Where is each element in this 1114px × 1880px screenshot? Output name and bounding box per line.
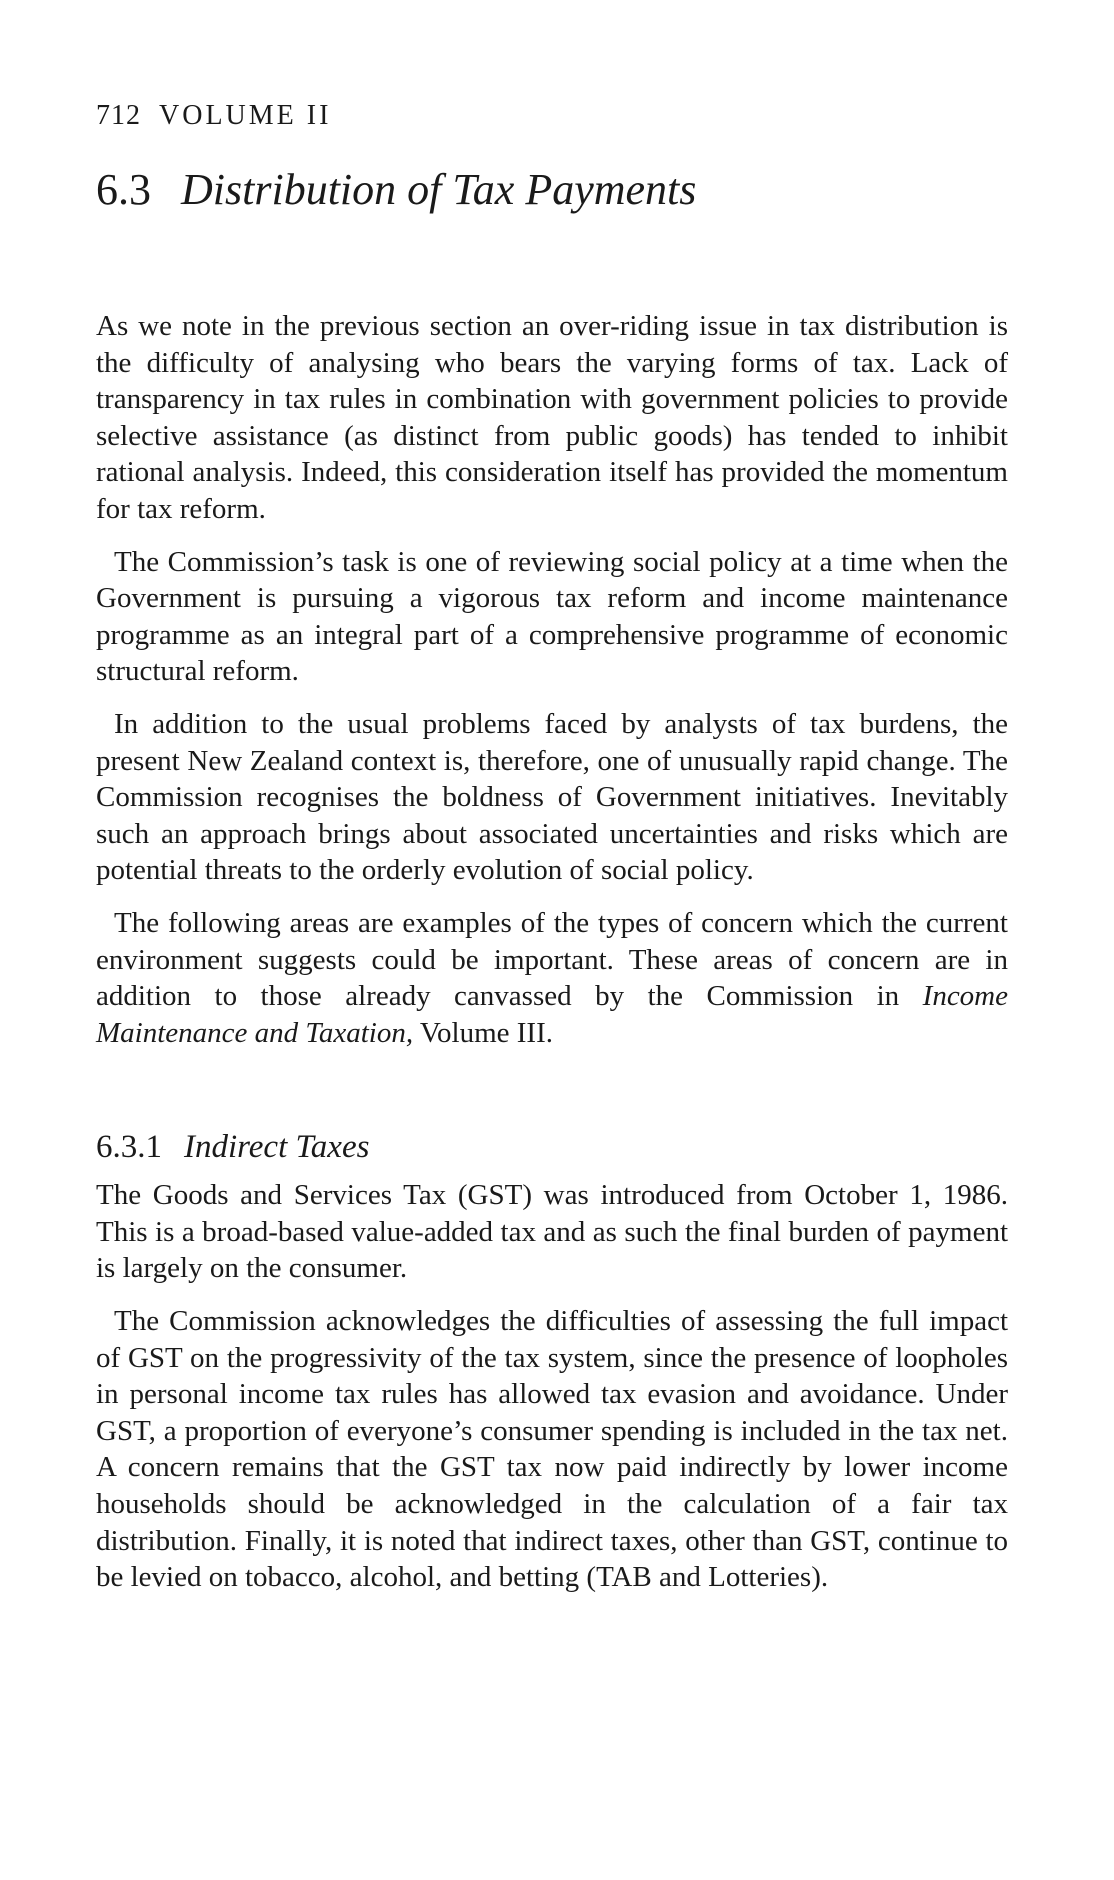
running-head — [96, 96, 1008, 136]
paragraph-text: The following areas are examples of the types of concern which the current environment suggests could be important. These areas of concern are in addition to those already canvassed by the Commission in — [96, 906, 1008, 1013]
section-title: Distribution of Tax Payments — [181, 165, 697, 214]
document-page — [96, 96, 1008, 1596]
paragraph-text-end: Volume III. — [413, 1016, 553, 1049]
subsection-heading — [96, 1125, 1008, 1169]
paragraph: The Goods and Services Tax (GST) was introduced from October 1, 1986. This is a broad-based value-added tax and as such the final burden of payment is largely on the consumer. — [96, 1179, 1008, 1285]
cited-title: Income Maintenance and Taxation, — [96, 980, 1008, 1049]
page-number: 712 — [96, 100, 141, 131]
paragraph: The Commission’s task is one of reviewing social policy at a time when the Government is pursuing a vigorous tax reform and income maintenance programme as an integral part of a comprehensive programme of economic structural reform. — [96, 545, 1008, 688]
paragraph-with-citation — [96, 905, 1008, 1051]
subsection-title: Indirect Taxes — [184, 1129, 370, 1166]
section-heading — [96, 162, 1008, 218]
paragraph: As we note in the previous section an over-riding issue in tax distribution is the difficulty of analysing who bears the varying forms of tax. Lack of transparency in tax rules in combination with government policies to provide selective assistance (as distinct from public goods) has tended to inhibit rational analysis. Indeed, this consideration itself has provided the momentum for tax reform. — [96, 310, 1008, 525]
paragraph: In addition to the usual problems faced by analysts of tax burdens, the present New Zealand context is, therefore, one of unusually rapid change. The Commission recognises the boldness of Government initiatives. Inevitably such an approach brings about associated uncertainties and risks which are potential threats to the orderly evolution of social policy. — [96, 707, 1008, 887]
subsection-number: 6.3.1 — [96, 1129, 162, 1166]
volume-label: VOLUME II — [159, 100, 332, 131]
section-number: 6.3 — [96, 165, 151, 214]
paragraph: The Commission acknowledges the difficulties of assessing the full impact of GST on the progressivity of the tax system, since the presence of loopholes in personal income tax rules has allowed tax evasion and avoidance. Under GST, a proportion of everyone’s consumer spending is included in the tax net. A concern remains that the GST tax now paid indirectly by lower income households should be acknowledged in the calculation of a fair tax distribution. Finally, it is noted that indirect taxes, other than GST, continue to be levied on tobacco, alcohol, and betting (TAB and Lotteries). — [96, 1305, 1008, 1594]
